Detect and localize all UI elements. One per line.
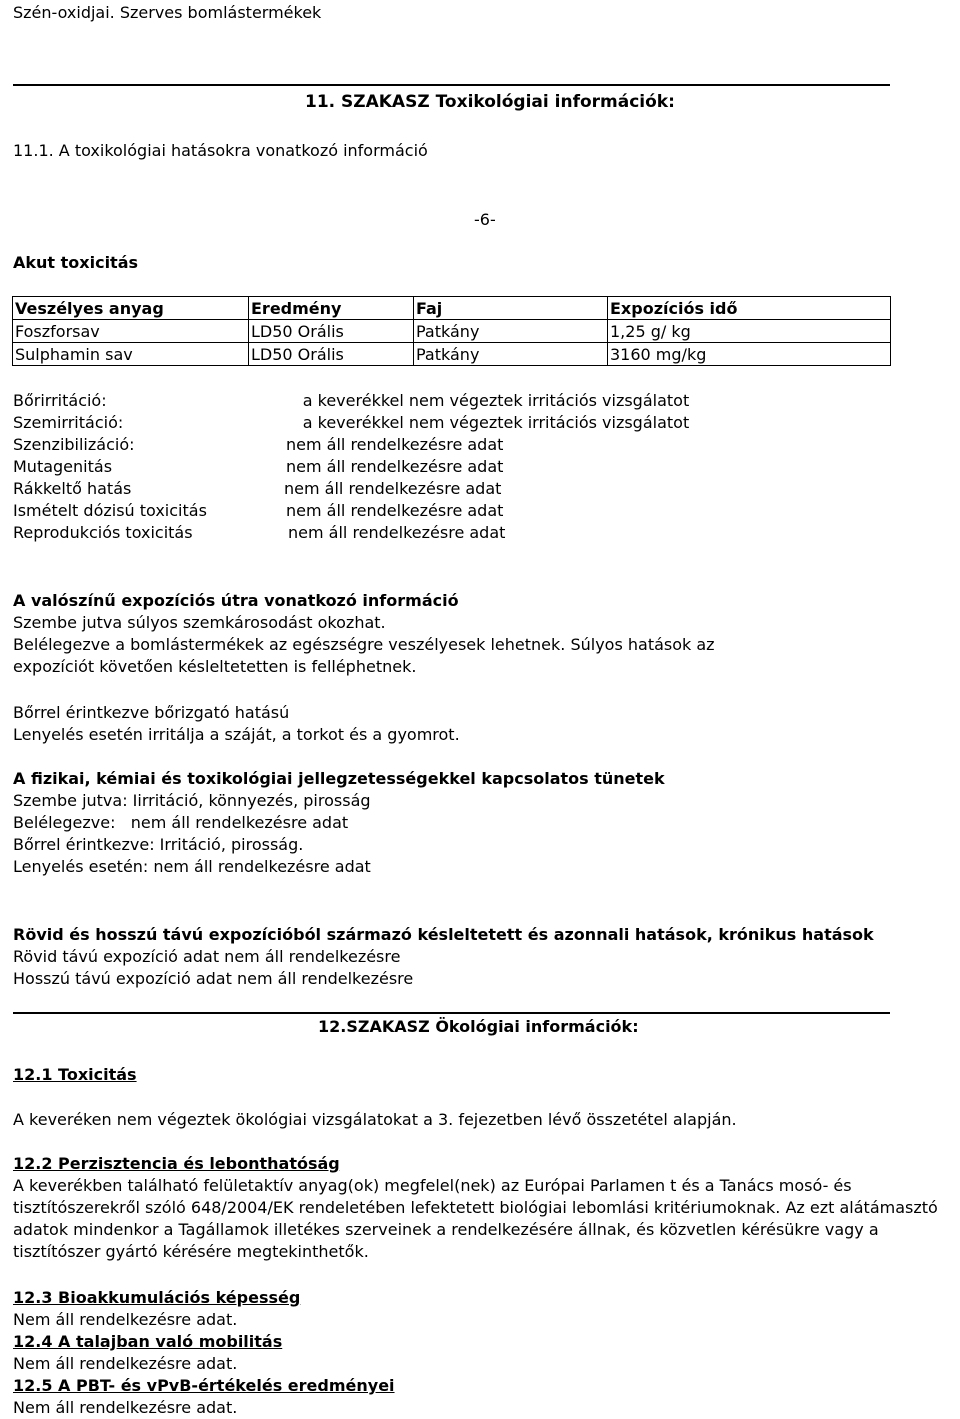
text-line: expozíciót követően késleltetetten is felléphetnek. bbox=[13, 657, 417, 676]
section-12-title: 12.SZAKASZ Ökológiai információk: bbox=[318, 1017, 639, 1036]
exposure-heading: A valószínű expozíciós útra vonatkozó információ bbox=[13, 591, 459, 610]
text-line: Lenyelés esetén irritálja a száját, a torkot és a gyomrot. bbox=[13, 725, 460, 744]
table-row bbox=[13, 343, 891, 366]
property-label: Ismételt dózisú toxicitás bbox=[13, 501, 207, 520]
table-cell: Sulphamin sav bbox=[13, 343, 249, 366]
acute-toxicity-table bbox=[12, 296, 891, 366]
exposure-block-2 bbox=[13, 702, 943, 746]
symptoms-heading: A fizikai, kémiai és toxikológiai jellegzetességekkel kapcsolatos tünetek bbox=[13, 769, 665, 788]
divider bbox=[13, 84, 890, 86]
property-values bbox=[286, 390, 706, 544]
section-11-title: 11. SZAKASZ Toxikológiai információk: bbox=[305, 92, 675, 112]
table-header-row bbox=[13, 297, 891, 320]
table-cell: 3160 mg/kg bbox=[608, 343, 891, 366]
table-cell: Foszforsav bbox=[13, 320, 249, 343]
column-header: Eredmény bbox=[249, 297, 414, 320]
section-12-5-heading: 12.5 A PBT- és vPvB-értékelés eredményei bbox=[13, 1376, 395, 1395]
text-line: tisztítószer gyártó kérésére megtekinthetők. bbox=[13, 1242, 369, 1261]
section-12-1-heading: 12.1 Toxicitás bbox=[13, 1065, 137, 1084]
page-number: -6- bbox=[474, 210, 496, 229]
text-line: tisztítószerekről szóló 648/2004/EK rendeletében lefektetett biológiai lebomlási kritériumoknak. Az ezt alátámasztó bbox=[13, 1198, 938, 1217]
table-cell: Patkány bbox=[414, 320, 608, 343]
section-12-1-text: A keveréken nem végeztek ökológiai vizsgálatokat a 3. fejezetben lévő összetétel alapján. bbox=[13, 1110, 737, 1129]
chronic-block bbox=[13, 924, 943, 990]
section-12-2-heading: 12.2 Perzisztencia és lebonthatóság bbox=[13, 1154, 340, 1173]
text-line: Hosszú távú expozíció adat nem áll rendelkezésre bbox=[13, 969, 414, 988]
property-label: Szenzibilizáció: bbox=[13, 435, 135, 454]
property-value: nem áll rendelkezésre adat bbox=[286, 435, 504, 454]
column-header: Veszélyes anyag bbox=[13, 297, 249, 320]
table-cell: LD50 Orális bbox=[249, 320, 414, 343]
text-line: adatok mindenkor a Tagállamok illetékes szerveinek a rendelkezésére állnak, és közvetlen kérésükre vagy a bbox=[13, 1220, 879, 1239]
table-cell: LD50 Orális bbox=[249, 343, 414, 366]
text-line: Nem áll rendelkezésre adat. bbox=[13, 1398, 238, 1417]
chronic-heading: Rövid és hosszú távú expozícióból származó késleltetett és azonnali hatások, krónikus hatások bbox=[13, 925, 874, 944]
text-line: A keverékben található felületaktív anyag(ok) megfelel(nek) az Európai Parlamen t és a Tanács mosó- és bbox=[13, 1176, 852, 1195]
property-value: nem áll rendelkezésre adat bbox=[284, 479, 502, 498]
column-header: Expozíciós idő bbox=[608, 297, 891, 320]
section-12-4-heading: 12.4 A talajban való mobilitás bbox=[13, 1332, 283, 1351]
property-labels bbox=[13, 390, 207, 544]
text-line: Belélegezve: nem áll rendelkezésre adat bbox=[13, 813, 349, 832]
text-line: Rövid távú expozíció adat nem áll rendelkezésre bbox=[13, 947, 401, 966]
property-label: Szemirritáció: bbox=[13, 413, 124, 432]
text-line: Bőrrel érintkezve: Irritáció, pirosság. bbox=[13, 835, 304, 854]
text-line: Nem áll rendelkezésre adat. bbox=[13, 1354, 238, 1373]
text-line: Szembe jutva: Iirritáció, könnyezés, pirosság bbox=[13, 791, 371, 810]
acute-toxicity-heading: Akut toxicitás bbox=[13, 253, 139, 272]
property-value: nem áll rendelkezésre adat bbox=[288, 523, 506, 542]
table-cell: 1,25 g/ kg bbox=[608, 320, 891, 343]
symptoms-block bbox=[13, 768, 943, 878]
table-cell: Patkány bbox=[414, 343, 608, 366]
property-label: Bőrirritáció: bbox=[13, 391, 107, 410]
column-header: Faj bbox=[414, 297, 608, 320]
exposure-block bbox=[13, 590, 943, 678]
text-line: Lenyelés esetén: nem áll rendelkezésre adat bbox=[13, 857, 371, 876]
section-11-1-title: 11.1. A toxikológiai hatásokra vonatkozó információ bbox=[13, 141, 428, 160]
section-12-2 bbox=[13, 1153, 943, 1263]
text-line: Bőrrel érintkezve bőrizgató hatású bbox=[13, 703, 290, 722]
property-label: Rákkeltő hatás bbox=[13, 479, 132, 498]
text-line: Szembe jutva súlyos szemkárosodást okozhat. bbox=[13, 613, 386, 632]
property-value: nem áll rendelkezésre adat bbox=[286, 457, 504, 476]
text-line: Nem áll rendelkezésre adat. bbox=[13, 1310, 238, 1329]
property-value: a keverékkel nem végeztek irritációs vizsgálatot bbox=[302, 391, 690, 410]
section-12-3 bbox=[13, 1287, 943, 1419]
table-row bbox=[13, 320, 891, 343]
property-value: a keverékkel nem végeztek irritációs vizsgálatot bbox=[302, 413, 690, 432]
section-12-3-heading: 12.3 Bioakkumulációs képesség bbox=[13, 1288, 301, 1307]
document-header: Szén-oxidjai. Szerves bomlástermékek bbox=[13, 3, 322, 22]
divider bbox=[13, 1012, 890, 1014]
property-label: Reprodukciós toxicitás bbox=[13, 523, 193, 542]
property-label: Mutagenitás bbox=[13, 457, 113, 476]
text-line: Belélegezve a bomlástermékek az egészségre veszélyesek lehetnek. Súlyos hatások az bbox=[13, 635, 715, 654]
property-value: nem áll rendelkezésre adat bbox=[286, 501, 504, 520]
